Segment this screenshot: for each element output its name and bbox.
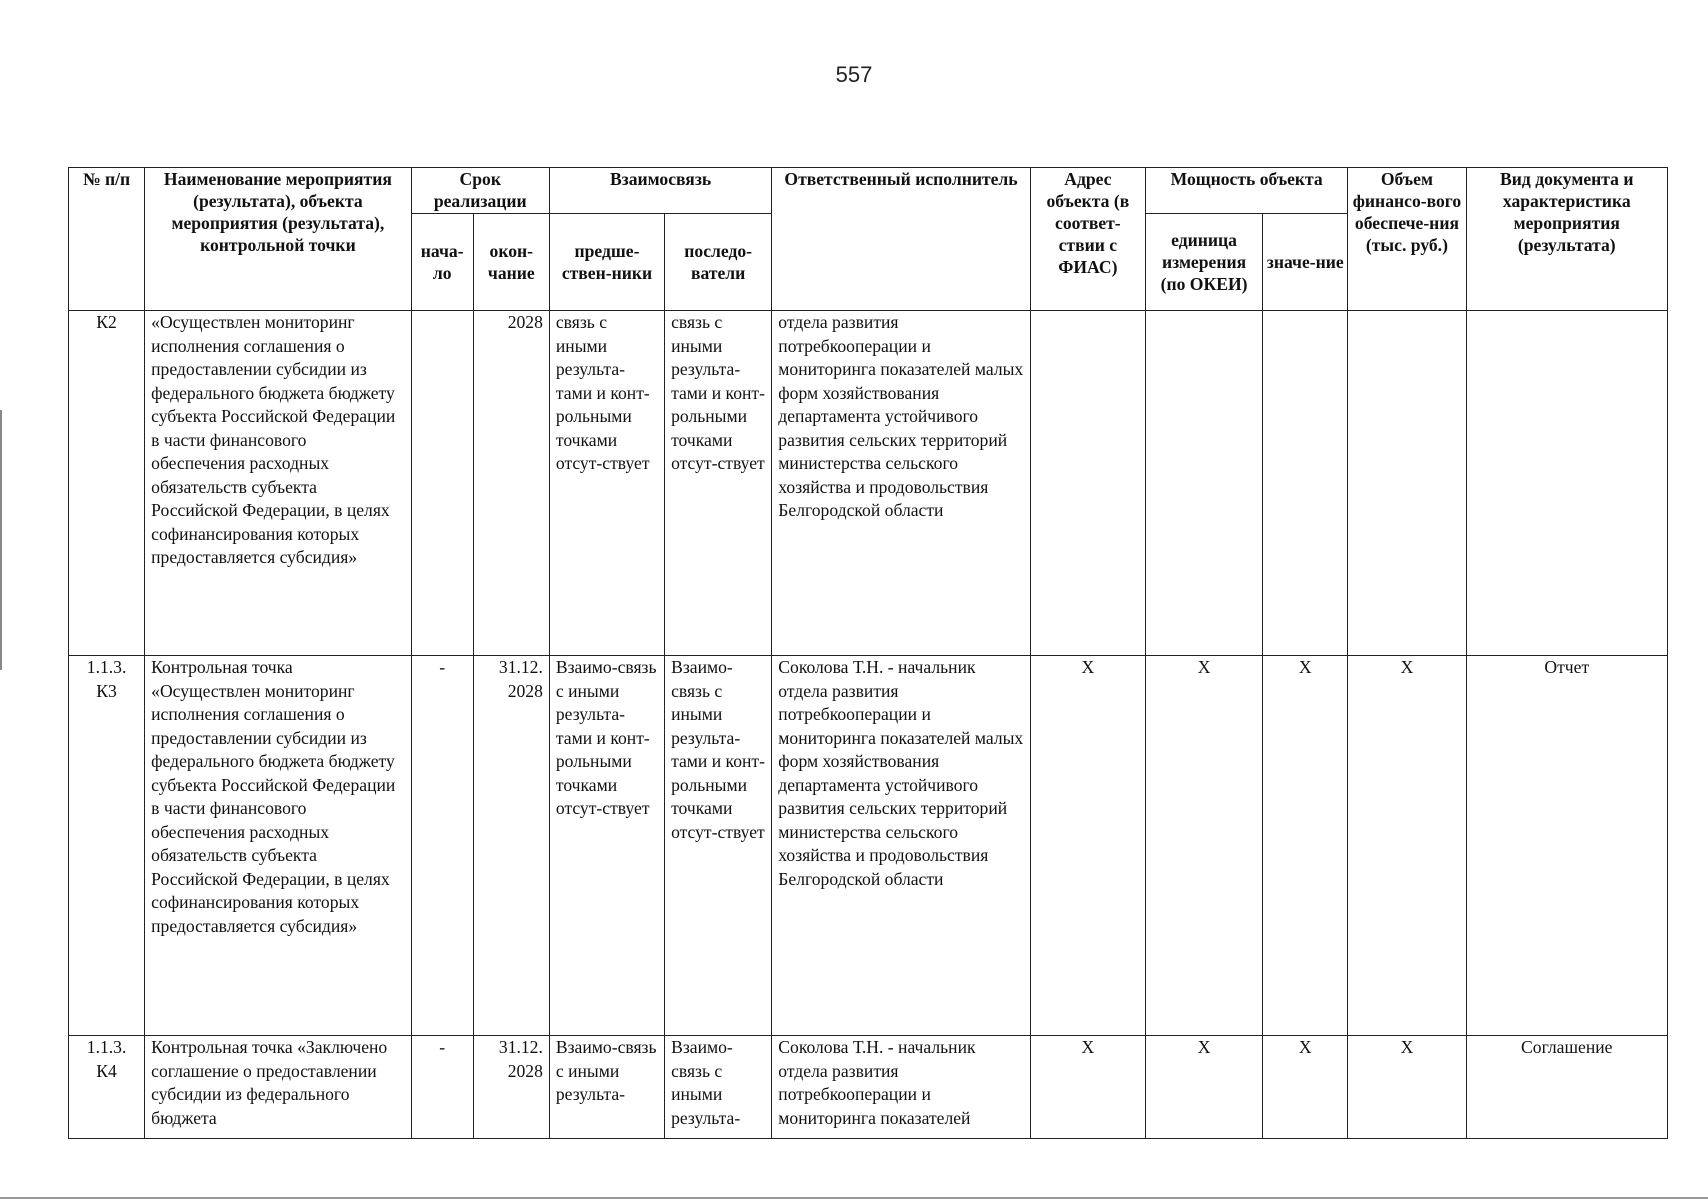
plan-table bbox=[68, 167, 1668, 1139]
header-capacity: Мощность объекта bbox=[1145, 168, 1347, 214]
row-doc: Отчет bbox=[1466, 656, 1667, 1036]
row-value: X bbox=[1263, 656, 1348, 1036]
row-prev: Взаимо-связь с иными результа- bbox=[549, 1036, 664, 1139]
scan-bottom-edge bbox=[0, 1197, 1708, 1199]
header-capacity-value: значе-ние bbox=[1263, 214, 1348, 311]
row-next: Взаимо-связь с иными результа-тами и конт-рольными точками отсут-ствует bbox=[665, 656, 772, 1036]
row-start bbox=[411, 311, 473, 656]
row-address bbox=[1030, 311, 1145, 656]
row-responsible: отдела развития потребкооперации и мониторинга показателей малых форм хозяйствования департамента устойчивого развития сельских территорий министерства сельского хозяйства и продовольствия Белгородской области bbox=[772, 311, 1030, 656]
row-unit bbox=[1145, 311, 1262, 656]
row-start: - bbox=[411, 656, 473, 1036]
header-responsible: Ответственный исполнитель bbox=[772, 168, 1030, 311]
row-num: К2 bbox=[69, 311, 145, 656]
row-name: Контрольная точка «Осуществлен мониторинг исполнения соглашения о предоставлении субсидии из федерального бюджета бюджету субъекта Российской Федерации в части финансового обеспечения расходных обязательств субъекта Российской Федерации, в целях софинансирования которых предоставляется субсидия» bbox=[145, 656, 411, 1036]
header-period-start: нача-ло bbox=[411, 214, 473, 311]
header-relation-next: последо-ватели bbox=[665, 214, 772, 311]
row-funding bbox=[1348, 311, 1466, 656]
row-start: - bbox=[411, 1036, 473, 1139]
row-prev: Взаимо-связь с иными результа-тами и конт-рольными точками отсут-ствует bbox=[549, 656, 664, 1036]
row-funding: X bbox=[1348, 656, 1466, 1036]
table-row bbox=[69, 656, 1668, 1036]
row-end: 31.12. 2028 bbox=[473, 656, 549, 1036]
row-name: Контрольная точка «Заключено соглашение о предоставлении субсидии из федерального бюджета bbox=[145, 1036, 411, 1139]
row-end: 2028 bbox=[473, 311, 549, 656]
header-relation: Взаимосвязь bbox=[549, 168, 771, 214]
row-unit: X bbox=[1145, 656, 1262, 1036]
row-next: Взаимо-связь с иными результа- bbox=[665, 1036, 772, 1139]
header-relation-prev: предше-ствен-ники bbox=[549, 214, 664, 311]
header-period-end: окон-чание bbox=[473, 214, 549, 311]
row-next: связь с иными результа-тами и конт-рольными точками отсут-ствует bbox=[665, 311, 772, 656]
header-num: № п/п bbox=[69, 168, 145, 311]
table-row bbox=[69, 311, 1668, 656]
row-address: X bbox=[1030, 1036, 1145, 1139]
header-address: Адрес объекта (в соответ-ствии с ФИАС) bbox=[1030, 168, 1145, 311]
header-name: Наименование мероприятия (результата), объекта мероприятия (результата), контрольной точки bbox=[145, 168, 411, 311]
row-address: X bbox=[1030, 656, 1145, 1036]
row-funding: X bbox=[1348, 1036, 1466, 1139]
row-doc: Соглашение bbox=[1466, 1036, 1667, 1139]
header-doc-type: Вид документа и характеристика мероприятия (результата) bbox=[1466, 168, 1667, 311]
header-funding: Объем финансо-вого обеспече-ния (тыс. руб.) bbox=[1348, 168, 1466, 311]
row-unit: X bbox=[1145, 1036, 1262, 1139]
page-number: 557 bbox=[835, 62, 873, 87]
row-name: «Осуществлен мониторинг исполнения соглашения о предоставлении субсидии из федерального бюджета бюджету субъекта Российской Федерации в части финансового обеспечения расходных обязательств субъекта Российской Федерации, в целях софинансирования которых предоставляется субсидия» bbox=[145, 311, 411, 656]
row-end: 31.12. 2028 bbox=[473, 1036, 549, 1139]
row-value bbox=[1263, 311, 1348, 656]
row-num: 1.1.3. К4 bbox=[69, 1036, 145, 1139]
row-responsible: Соколова Т.Н. - начальник отдела развития потребкооперации и мониторинга показателей bbox=[772, 1036, 1030, 1139]
row-responsible: Соколова Т.Н. - начальник отдела развития потребкооперации и мониторинга показателей малых форм хозяйствования департамента устойчивого развития сельских территорий министерства сельского хозяйства и продовольствия Белгородской области bbox=[772, 656, 1030, 1036]
header-capacity-unit: единица измерения (по ОКЕИ) bbox=[1145, 214, 1262, 311]
row-num: 1.1.3. К3 bbox=[69, 656, 145, 1036]
scan-edge-mark bbox=[0, 410, 2, 670]
row-prev: связь с иными результа-тами и конт-рольными точками отсут-ствует bbox=[549, 311, 664, 656]
header-period: Срок реализации bbox=[411, 168, 549, 214]
table-row bbox=[69, 1036, 1668, 1139]
row-doc bbox=[1466, 311, 1667, 656]
row-value: X bbox=[1263, 1036, 1348, 1139]
